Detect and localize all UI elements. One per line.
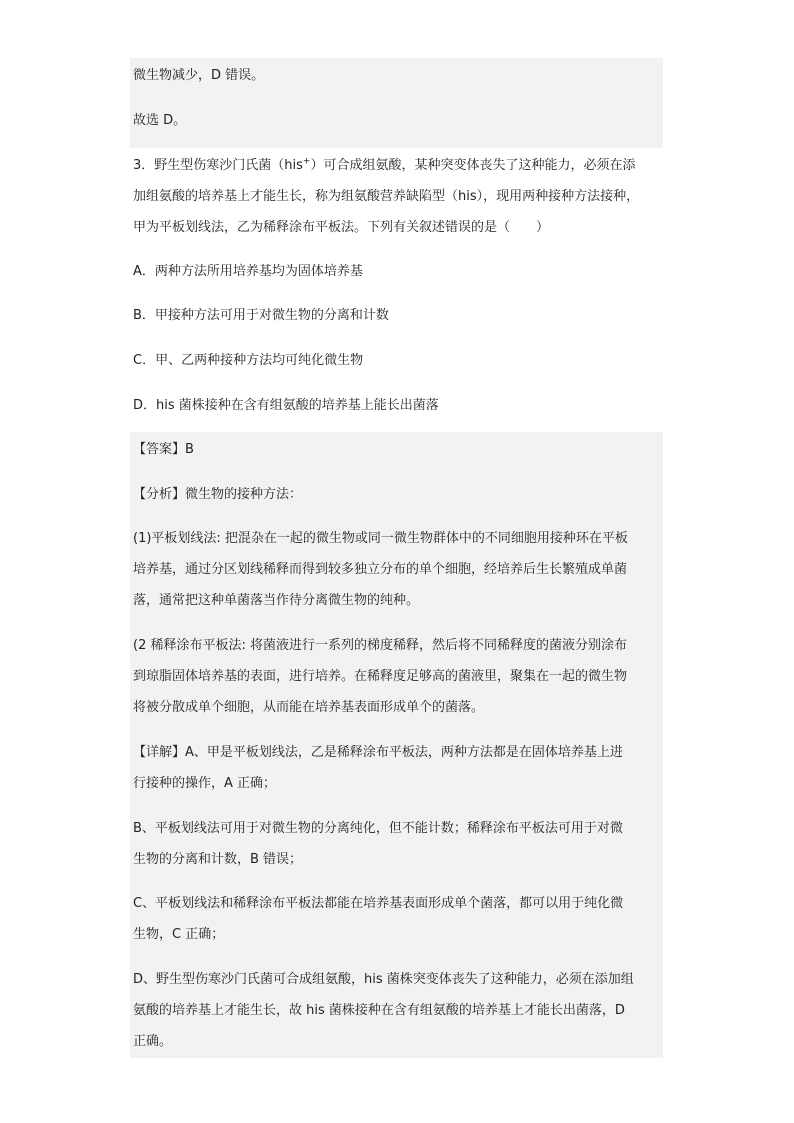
question-line-1-b: ）可合成组氨酸，某种突变体丧失了这种能力，必须在添 (310, 158, 636, 173)
detail-c-line-1: C、平板划线法和稀释涂布平板法都能在培养基表面形成单个菌落，都可以用于纯化微 (133, 896, 624, 911)
option-d: D．his 菌株接种在含有组氨酸的培养基上能长出菌落 (133, 398, 439, 413)
detail-a-line-2: 行接种的操作，A 正确； (133, 776, 277, 791)
detail-d-line-2: 氨酸的培养基上才能生长，故 his 菌株接种在含有组氨酸的培养基上才能长出菌落，D (133, 1003, 625, 1018)
analysis-p1-line-1: (1)平板划线法: 把混杂在一起的微生物或同一微生物群体中的不同细胞用接种环在平板 (133, 531, 628, 546)
analysis-p2-line-3: 将被分散成单个细胞，从而能在培养基表面形成单个的菌落。 (133, 700, 485, 715)
analysis-p1-line-3: 落，通常把这种单菌落当作待分离微生物的纯种。 (133, 593, 420, 608)
detail-d-line-1: D、野生型伤寒沙门氏菌可合成组氨酸，his 菌株突变体丧失了这种能力，必须在添加组 (133, 972, 634, 987)
prev-line-2: 故选 D。 (133, 113, 187, 128)
question-line-3: 甲为平板划线法，乙为稀释涂布平板法。下列有关叙述错误的是（ ） (133, 220, 550, 235)
detail-d-line-3: 正确。 (133, 1034, 173, 1049)
option-b: B．甲接种方法可用于对微生物的分离和计数 (133, 308, 389, 323)
detail-a-line-1: 【详解】A、甲是平板划线法，乙是稀释涂布平板法，两种方法都是在固体培养基上进 (133, 745, 623, 760)
option-a: A．两种方法所用培养基均为固体培养基 (133, 264, 363, 279)
option-c: C．甲、乙两种接种方法均可纯化微生物 (133, 353, 364, 368)
question-line-2: 加组氨酸的培养基上才能生长，称为组氨酸营养缺陷型（his），现用两种接种方法接种， (133, 189, 640, 204)
detail-b-line-2: 生物的分离和计数，B 错误； (133, 852, 303, 867)
question-line-1 (133, 156, 635, 176)
question-line-1-a: 3．野生型伤寒沙门氏菌（his (133, 158, 303, 173)
answer: 【答案】B (133, 442, 194, 457)
analysis-title: 【分析】微生物的接种方法： (133, 487, 303, 502)
detail-c-line-2: 生物，C 正确； (133, 927, 225, 942)
detail-b-line-1: B、平板划线法可用于对微生物的分离纯化，但不能计数；稀释涂布平板法可用于对微 (133, 821, 623, 836)
prev-line-1: 微生物减少，D 错误。 (133, 68, 265, 83)
analysis-p2-line-2: 到琼脂固体培养基的表面，进行培养。在稀释度足够高的菌液里，聚集在一起的微生物 (133, 669, 628, 684)
superscript-plus: + (302, 156, 311, 167)
analysis-p2-line-1: (2 稀释涂布平板法: 将菌液进行一系列的梯度稀释，然后将不同稀释度的菌液分别涂布 (133, 638, 627, 653)
analysis-p1-line-2: 培养基，通过分区划线稀释而得到较多独立分布的单个细胞，经培养后生长繁殖成单菌 (133, 562, 628, 577)
